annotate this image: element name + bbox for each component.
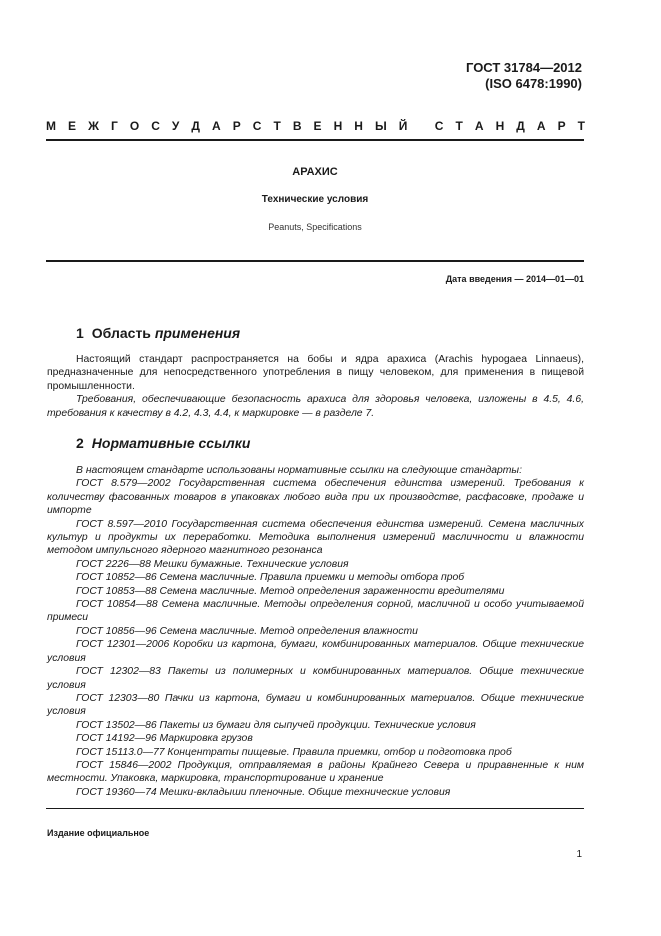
introduction-date: Дата введения — 2014—01—01 [445,274,584,284]
banner-letter: Т [273,119,281,133]
reference-item: ГОСТ 12303—80 Пачки из картона, бумаги и комбинированных материалов. Общие технические условия [47,692,584,718]
document-subtitle: Технические условия [261,194,369,205]
document-title: АРАХИС [292,166,338,178]
banner-letter: Н [495,119,505,133]
section-1-heading: 1 Область применения [76,325,241,341]
banner-letter: А [474,119,484,133]
banner-letter: Е [313,119,322,133]
banner-letter: Г [110,119,118,133]
banner-letter: М [46,119,56,133]
banner-letter: Й [398,119,408,133]
banner-letter: Р [557,119,566,133]
footer-rule [46,808,584,809]
banner-letter: Н [354,119,363,133]
paragraph: Требования, обеспечивающие безопасность арахиса для здоровья человека, изложены в 4.5, 4.6, требования к качеству в 4.2, 4.3, 4.4, к маркировке — в разделе 7. [47,394,584,419]
banner-letter: Д [516,119,525,133]
document-english-title: Peanuts, Specifications [268,222,362,232]
references-intro: В настоящем стандарте использованы нормативные ссылки на следующие стандарты: [76,465,522,476]
banner-letter: С [252,119,262,133]
reference-item: ГОСТ 12301—2006 Коробки из картона, бумаги, комбинированных материалов. Общие технические условия [47,639,584,664]
reference-item: ГОСТ 8.579—2002 Государственная система обеспечения единства измерений. Требования к количеству фасованных товаров в упаковках любого вида при их производстве, расфасовке, продаже и импорте [47,478,584,517]
page-number: 1 [576,849,582,860]
standard-number-block [466,60,582,92]
reference-item: ГОСТ 10856—96 Семена масличные. Метод определения влажности [76,625,418,637]
banner-letter: Ж [88,119,99,133]
reference-item: ГОСТ 10853—88 Семена масличные. Метод определения зараженности вредителями [76,585,505,597]
banner-letter: А [211,119,221,133]
reference-item: ГОСТ 10854—88 Семена масличные. Методы определения сорной, масличной и особо учитываемой примеси [47,599,584,624]
section-2-heading: 2 Нормативные ссылки [76,435,251,451]
interstate-standard-banner [46,119,585,133]
banner-letter: Н [333,119,343,133]
official-edition-note: Издание официальное [47,828,150,838]
reference-item: ГОСТ 2226—88 Мешки бумажные. Технические условия [76,558,349,570]
banner-letter: Т [455,119,463,133]
banner-letter: С [151,119,160,133]
reference-item: ГОСТ 8.597—2010 Государственная система обеспечения единства измерений. Семена масличных культур и продукты их переработки. Методика выполнения измерений масличности и влажности методом импульсного ядерного магнитного резонанса [47,518,584,557]
banner-letter: А [536,119,546,133]
reference-item: ГОСТ 19360—74 Мешки-вкладыши пленочные. Общие технические условия [76,786,451,798]
header-rule [46,139,584,141]
banner-gap [419,119,422,133]
title-rule [46,260,584,262]
banner-letter: С [434,119,444,133]
banner-letter: О [129,119,140,133]
reference-item: ГОСТ 15113.0—77 Концентраты пищевые. Правила приемки, отбор и подготовка проб [76,746,512,758]
iso-reference: (ISO 6478:1990) [485,76,582,91]
standard-number: ГОСТ 31784—2012 [466,60,582,75]
reference-item: ГОСТ 14192—96 Маркировка грузов [76,733,253,745]
reference-item: ГОСТ 15846—2002 Продукция, отправляемая в районы Крайнего Севера и приравненные к ним местности. Упаковка, маркировка, транспортирование и хранение [47,759,584,785]
reference-item: ГОСТ 12302—83 Пакеты из полимерных и комбинированных материалов. Общие технические условия [47,666,584,691]
reference-item: ГОСТ 10852—86 Семена масличные. Правила приемки и методы отбора проб [76,572,465,584]
banner-letter: Р [232,119,241,133]
banner-letter: Д [191,119,200,133]
banner-letter: В [292,119,302,133]
banner-letter: Е [68,119,77,133]
normative-references-list [47,464,584,799]
section-1-body [47,353,584,420]
banner-letter: Ы [374,119,387,133]
banner-letter: Т [577,119,585,133]
reference-item: ГОСТ 13502—86 Пакеты из бумаги для сыпучей продукции. Технические условия [76,719,476,731]
paragraph: Настоящий стандарт распространяется на бобы и ядра арахиса (Arachis hypogaea Linnaeus), предназначенные для непосредственного употребления в пищу человеком, для применения в пищевой промышленности. [47,354,584,392]
banner-letter: У [171,119,180,133]
